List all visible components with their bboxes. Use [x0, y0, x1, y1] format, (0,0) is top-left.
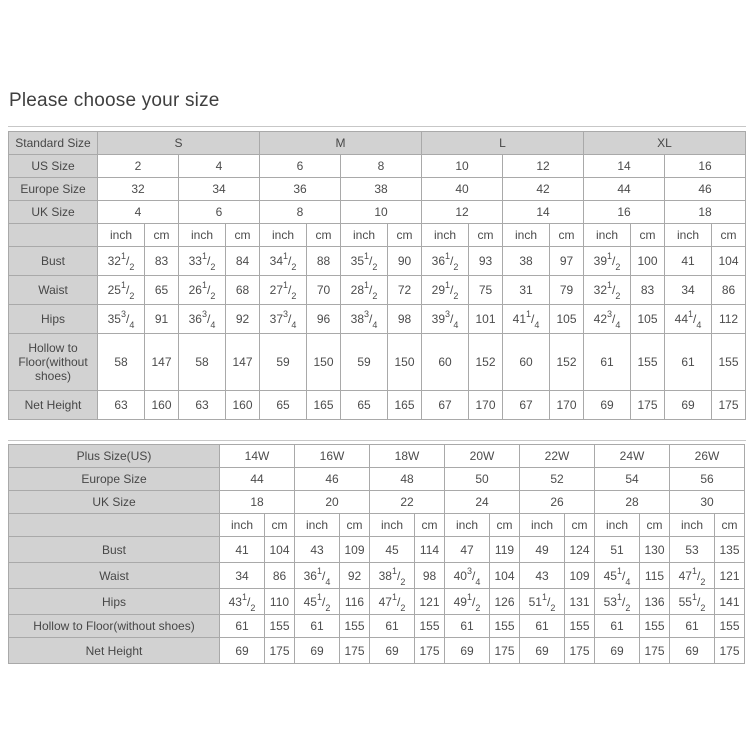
- measure-cell: 51: [595, 537, 640, 563]
- measure-cell: 160: [226, 391, 260, 420]
- size-cell: 16W: [295, 445, 370, 468]
- page-title: Please choose your size: [9, 90, 220, 111]
- measure-cell: 41: [665, 247, 712, 276]
- size-cell: 36: [260, 178, 341, 201]
- size-cell: 20: [295, 491, 370, 514]
- measure-cell: 91: [145, 305, 179, 334]
- measure-cell: 130: [640, 537, 670, 563]
- unit-cm-label: cm: [226, 224, 260, 247]
- measure-cell: 109: [565, 563, 595, 589]
- unit-corner: [9, 514, 220, 537]
- measure-cell: 69: [584, 391, 631, 420]
- measure-cell: 112: [712, 305, 746, 334]
- measure-cell: 105: [550, 305, 584, 334]
- measure-cell: $45^1/_4$: [595, 563, 640, 589]
- unit-inch-label: inch: [445, 514, 490, 537]
- measure-cell: $26^1/_2$: [179, 276, 226, 305]
- measure-cell: 69: [370, 638, 415, 664]
- row-label: Hollow to Floor(without shoes): [9, 615, 220, 638]
- size-cell: 14: [503, 201, 584, 224]
- measure-cell: 59: [341, 334, 388, 391]
- row-label: Plus Size(US): [9, 445, 220, 468]
- measure-cell: 41: [220, 537, 265, 563]
- size-cell: 42: [503, 178, 584, 201]
- measure-cell: 61: [665, 334, 712, 391]
- unit-cm-label: cm: [631, 224, 665, 247]
- size-cell: 44: [220, 468, 295, 491]
- measure-cell: 175: [340, 638, 370, 664]
- measure-cell: $37^3/_4$: [260, 305, 307, 334]
- measure-cell: $35^1/_2$: [341, 247, 388, 276]
- size-group-header: S: [98, 132, 260, 155]
- measure-cell: 135: [715, 537, 745, 563]
- unit-inch-label: inch: [220, 514, 265, 537]
- measure-cell: 155: [712, 334, 746, 391]
- size-group-header: XL: [584, 132, 746, 155]
- row-label: Net Height: [9, 638, 220, 664]
- row-label: Bust: [9, 537, 220, 563]
- size-cell: 46: [295, 468, 370, 491]
- size-cell: 14W: [220, 445, 295, 468]
- measure-cell: 155: [640, 615, 670, 638]
- measure-cell: 121: [715, 563, 745, 589]
- size-cell: 2: [98, 155, 179, 178]
- measure-cell: 61: [220, 615, 265, 638]
- measure-cell: $33^1/_2$: [179, 247, 226, 276]
- row-label: Bust: [9, 247, 98, 276]
- size-cell: 18: [665, 201, 746, 224]
- measure-cell: $41^1/_4$: [503, 305, 550, 334]
- measure-cell: 45: [370, 537, 415, 563]
- unit-inch-label: inch: [503, 224, 550, 247]
- measure-cell: $42^3/_4$: [584, 305, 631, 334]
- unit-cm-label: cm: [640, 514, 670, 537]
- measure-cell: 175: [712, 391, 746, 420]
- size-cell: 14: [584, 155, 665, 178]
- measure-cell: 61: [584, 334, 631, 391]
- size-cell: 44: [584, 178, 665, 201]
- size-group-header: M: [260, 132, 422, 155]
- measure-cell: $53^1/_2$: [595, 589, 640, 615]
- unit-cm-label: cm: [550, 224, 584, 247]
- row-label: UK Size: [9, 201, 98, 224]
- measure-cell: $28^1/_2$: [341, 276, 388, 305]
- standard-size-table: [8, 131, 746, 420]
- size-cell: 24W: [595, 445, 670, 468]
- measure-cell: 170: [550, 391, 584, 420]
- measure-cell: 67: [422, 391, 469, 420]
- measure-cell: 124: [565, 537, 595, 563]
- measure-cell: 58: [179, 334, 226, 391]
- size-cell: 16: [584, 201, 665, 224]
- unit-inch-label: inch: [179, 224, 226, 247]
- measure-cell: 119: [490, 537, 520, 563]
- measure-cell: 175: [565, 638, 595, 664]
- measure-cell: 90: [388, 247, 422, 276]
- measure-cell: 61: [445, 615, 490, 638]
- measure-cell: $47^1/_2$: [370, 589, 415, 615]
- measure-cell: $38^3/_4$: [341, 305, 388, 334]
- measure-cell: 93: [469, 247, 503, 276]
- measure-cell: $43^1/_2$: [220, 589, 265, 615]
- measure-cell: 43: [295, 537, 340, 563]
- row-label: Waist: [9, 276, 98, 305]
- unit-inch-label: inch: [341, 224, 388, 247]
- measure-cell: $25^1/_2$: [98, 276, 145, 305]
- measure-cell: 155: [631, 334, 665, 391]
- unit-inch-label: inch: [520, 514, 565, 537]
- measure-cell: 49: [520, 537, 565, 563]
- measure-cell: 34: [220, 563, 265, 589]
- measure-cell: 69: [670, 638, 715, 664]
- measure-cell: 84: [226, 247, 260, 276]
- unit-cm-label: cm: [565, 514, 595, 537]
- measure-cell: 121: [415, 589, 445, 615]
- measure-cell: $36^1/_4$: [295, 563, 340, 589]
- measure-cell: 141: [715, 589, 745, 615]
- row-label: Hollow to Floor(without shoes): [9, 334, 98, 391]
- measure-cell: $40^3/_4$: [445, 563, 490, 589]
- size-cell: 56: [670, 468, 745, 491]
- size-cell: 52: [520, 468, 595, 491]
- unit-cm-label: cm: [490, 514, 520, 537]
- measure-cell: 61: [670, 615, 715, 638]
- measure-cell: $39^3/_4$: [422, 305, 469, 334]
- measure-cell: 131: [565, 589, 595, 615]
- measure-cell: 150: [307, 334, 341, 391]
- unit-corner: [9, 224, 98, 247]
- measure-cell: 69: [295, 638, 340, 664]
- measure-cell: 126: [490, 589, 520, 615]
- measure-cell: 92: [226, 305, 260, 334]
- size-cell: 12: [503, 155, 584, 178]
- measure-cell: 165: [388, 391, 422, 420]
- size-cell: 30: [670, 491, 745, 514]
- measure-cell: 175: [631, 391, 665, 420]
- measure-cell: 155: [565, 615, 595, 638]
- measure-cell: 68: [226, 276, 260, 305]
- measure-cell: 147: [226, 334, 260, 391]
- size-cell: 18W: [370, 445, 445, 468]
- unit-cm-label: cm: [388, 224, 422, 247]
- unit-cm-label: cm: [145, 224, 179, 247]
- size-cell: 26W: [670, 445, 745, 468]
- measure-cell: 75: [469, 276, 503, 305]
- unit-inch-label: inch: [665, 224, 712, 247]
- measure-cell: 97: [550, 247, 584, 276]
- measure-cell: $36^3/_4$: [179, 305, 226, 334]
- size-cell: 48: [370, 468, 445, 491]
- size-cell: 54: [595, 468, 670, 491]
- measure-cell: 69: [595, 638, 640, 664]
- measure-cell: 155: [490, 615, 520, 638]
- measure-cell: $32^1/_2$: [584, 276, 631, 305]
- measure-cell: 160: [145, 391, 179, 420]
- measure-cell: 110: [265, 589, 295, 615]
- measure-cell: 104: [490, 563, 520, 589]
- measure-cell: 65: [260, 391, 307, 420]
- size-cell: 10: [341, 201, 422, 224]
- measure-cell: 86: [712, 276, 746, 305]
- unit-cm-label: cm: [265, 514, 295, 537]
- measure-cell: 58: [98, 334, 145, 391]
- measure-cell: 61: [520, 615, 565, 638]
- measure-cell: 155: [415, 615, 445, 638]
- size-cell: 6: [260, 155, 341, 178]
- measure-cell: 101: [469, 305, 503, 334]
- measure-cell: 152: [550, 334, 584, 391]
- size-cell: 32: [98, 178, 179, 201]
- measure-cell: $44^1/_4$: [665, 305, 712, 334]
- measure-cell: $35^3/_4$: [98, 305, 145, 334]
- measure-cell: 60: [503, 334, 550, 391]
- measure-cell: 61: [595, 615, 640, 638]
- size-cell: 28: [595, 491, 670, 514]
- measure-cell: $38^1/_2$: [370, 563, 415, 589]
- size-cell: 8: [260, 201, 341, 224]
- measure-cell: $27^1/_2$: [260, 276, 307, 305]
- measure-cell: 116: [340, 589, 370, 615]
- measure-cell: 150: [388, 334, 422, 391]
- measure-cell: 63: [179, 391, 226, 420]
- measure-cell: 100: [631, 247, 665, 276]
- measure-cell: 92: [340, 563, 370, 589]
- measure-cell: 59: [260, 334, 307, 391]
- measure-cell: $47^1/_2$: [670, 563, 715, 589]
- size-cell: 4: [98, 201, 179, 224]
- size-cell: 6: [179, 201, 260, 224]
- measure-cell: 155: [715, 615, 745, 638]
- size-group-header: L: [422, 132, 584, 155]
- measure-cell: 61: [295, 615, 340, 638]
- measure-cell: 63: [98, 391, 145, 420]
- measure-cell: 98: [388, 305, 422, 334]
- unit-inch-label: inch: [670, 514, 715, 537]
- unit-cm-label: cm: [340, 514, 370, 537]
- row-label: US Size: [9, 155, 98, 178]
- unit-inch-label: inch: [98, 224, 145, 247]
- measure-cell: 96: [307, 305, 341, 334]
- measure-cell: 88: [307, 247, 341, 276]
- plus-size-table: [8, 444, 745, 664]
- measure-cell: 61: [370, 615, 415, 638]
- measure-cell: 152: [469, 334, 503, 391]
- row-label: Europe Size: [9, 178, 98, 201]
- measure-cell: 175: [415, 638, 445, 664]
- size-cell: 22: [370, 491, 445, 514]
- size-cell: 24: [445, 491, 520, 514]
- unit-inch-label: inch: [422, 224, 469, 247]
- measure-cell: $34^1/_2$: [260, 247, 307, 276]
- measure-cell: 83: [145, 247, 179, 276]
- row-label: Hips: [9, 589, 220, 615]
- measure-cell: 155: [340, 615, 370, 638]
- size-cell: 22W: [520, 445, 595, 468]
- unit-inch-label: inch: [370, 514, 415, 537]
- size-cell: 4: [179, 155, 260, 178]
- unit-inch-label: inch: [595, 514, 640, 537]
- unit-inch-label: inch: [584, 224, 631, 247]
- row-label: Europe Size: [9, 468, 220, 491]
- measure-cell: 175: [490, 638, 520, 664]
- measure-cell: 115: [640, 563, 670, 589]
- measure-cell: 67: [503, 391, 550, 420]
- size-cell: 38: [341, 178, 422, 201]
- divider: [8, 126, 746, 127]
- measure-cell: $45^1/_2$: [295, 589, 340, 615]
- measure-cell: 69: [520, 638, 565, 664]
- unit-inch-label: inch: [260, 224, 307, 247]
- size-cell: 46: [665, 178, 746, 201]
- measure-cell: 175: [640, 638, 670, 664]
- measure-cell: 109: [340, 537, 370, 563]
- measure-cell: 65: [341, 391, 388, 420]
- size-cell: 50: [445, 468, 520, 491]
- size-cell: 10: [422, 155, 503, 178]
- divider: [8, 440, 746, 441]
- size-cell: 12: [422, 201, 503, 224]
- measure-cell: $32^1/_2$: [98, 247, 145, 276]
- measure-cell: 114: [415, 537, 445, 563]
- row-label: Hips: [9, 305, 98, 334]
- measure-cell: 72: [388, 276, 422, 305]
- measure-cell: 175: [265, 638, 295, 664]
- measure-cell: $55^1/_2$: [670, 589, 715, 615]
- measure-cell: 104: [265, 537, 295, 563]
- measure-cell: 155: [265, 615, 295, 638]
- measure-cell: 79: [550, 276, 584, 305]
- measure-cell: 47: [445, 537, 490, 563]
- row-label: Waist: [9, 563, 220, 589]
- corner-label: Standard Size: [9, 132, 98, 155]
- row-label: UK Size: [9, 491, 220, 514]
- size-cell: 26: [520, 491, 595, 514]
- unit-cm-label: cm: [712, 224, 746, 247]
- unit-inch-label: inch: [295, 514, 340, 537]
- measure-cell: 31: [503, 276, 550, 305]
- measure-cell: 69: [665, 391, 712, 420]
- measure-cell: 83: [631, 276, 665, 305]
- row-label: Net Height: [9, 391, 98, 420]
- size-cell: 8: [341, 155, 422, 178]
- measure-cell: 69: [445, 638, 490, 664]
- measure-cell: 105: [631, 305, 665, 334]
- measure-cell: $51^1/_2$: [520, 589, 565, 615]
- measure-cell: $36^1/_2$: [422, 247, 469, 276]
- measure-cell: 69: [220, 638, 265, 664]
- measure-cell: $29^1/_2$: [422, 276, 469, 305]
- measure-cell: 53: [670, 537, 715, 563]
- unit-cm-label: cm: [307, 224, 341, 247]
- measure-cell: 38: [503, 247, 550, 276]
- size-cell: 40: [422, 178, 503, 201]
- measure-cell: 175: [715, 638, 745, 664]
- measure-cell: 136: [640, 589, 670, 615]
- unit-cm-label: cm: [469, 224, 503, 247]
- size-cell: 20W: [445, 445, 520, 468]
- measure-cell: 147: [145, 334, 179, 391]
- measure-cell: 170: [469, 391, 503, 420]
- measure-cell: 165: [307, 391, 341, 420]
- size-cell: 34: [179, 178, 260, 201]
- measure-cell: 65: [145, 276, 179, 305]
- measure-cell: $49^1/_2$: [445, 589, 490, 615]
- measure-cell: 43: [520, 563, 565, 589]
- unit-cm-label: cm: [415, 514, 445, 537]
- size-cell: 16: [665, 155, 746, 178]
- unit-cm-label: cm: [715, 514, 745, 537]
- size-cell: 18: [220, 491, 295, 514]
- measure-cell: 34: [665, 276, 712, 305]
- measure-cell: 60: [422, 334, 469, 391]
- measure-cell: 86: [265, 563, 295, 589]
- measure-cell: 70: [307, 276, 341, 305]
- measure-cell: 98: [415, 563, 445, 589]
- measure-cell: 104: [712, 247, 746, 276]
- measure-cell: $39^1/_2$: [584, 247, 631, 276]
